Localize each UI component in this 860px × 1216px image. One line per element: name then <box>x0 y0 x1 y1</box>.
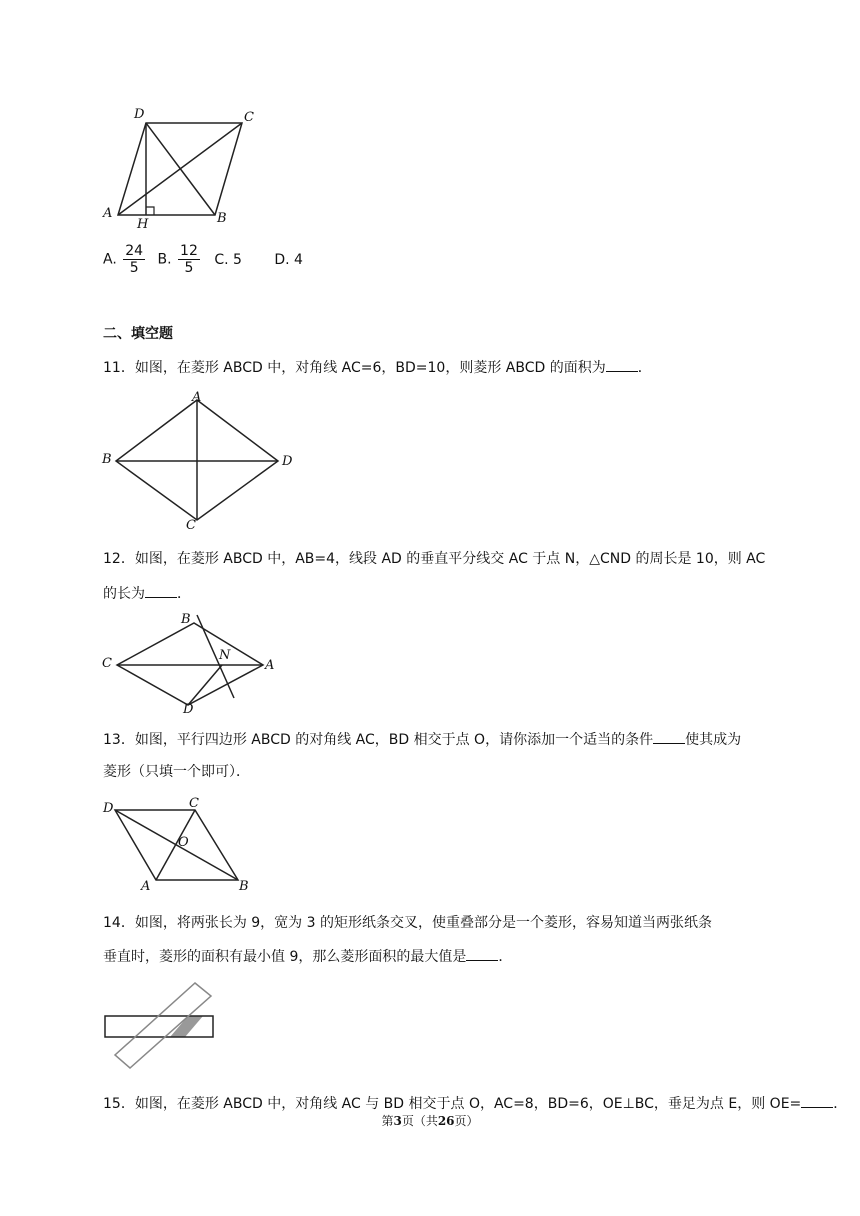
question-14-line-2 <box>103 946 512 967</box>
option-c: C. 5 <box>214 251 242 268</box>
question-13-text-1b: 使其成为 <box>685 732 742 748</box>
answer-blank-12[interactable] <box>145 583 177 598</box>
label-C: C <box>186 518 196 533</box>
question-14-end: ． <box>498 949 513 965</box>
question-12-end: ． <box>177 586 191 602</box>
question-15-text: 15．如图，在菱形 ABCD 中，对角线 AC 与 BD 相交于点 O，AC=8，BD=6，OE⊥BC，垂足为点 E，则 OE= <box>103 1096 802 1112</box>
option-a-label: A. <box>103 251 117 268</box>
footer-total-pages: 26 <box>437 1114 455 1128</box>
footer-pre: 第 <box>381 1114 394 1128</box>
label-D: D <box>282 454 293 469</box>
question-11 <box>103 357 652 378</box>
question-15 <box>103 1093 847 1114</box>
option-a <box>103 243 147 276</box>
question-15-end: ． <box>833 1096 848 1112</box>
label-O: O <box>178 835 189 850</box>
question-13-line-2: 菱形（只填一个即可）． <box>103 764 250 780</box>
question-13-line-1 <box>103 729 741 750</box>
label-C: C <box>102 656 112 671</box>
label-D: D <box>183 702 194 717</box>
figure-q11-rhombus <box>100 390 300 540</box>
question-12-line-2 <box>103 583 191 604</box>
label-C: C <box>244 110 254 125</box>
answer-blank-14[interactable] <box>466 946 498 961</box>
option-b-fraction <box>178 243 200 276</box>
section-title: 二、填空题 <box>103 326 173 342</box>
label-N: N <box>219 648 231 663</box>
option-a-numerator: 24 <box>125 243 144 259</box>
option-a-denominator: 5 <box>129 260 139 276</box>
question-14-line-1: 14．如图，将两张长为 9，宽为 3 的矩形纸条交叉，使重叠部分是一个菱形，容易知道当两张纸条 <box>103 915 712 931</box>
footer-page-number: 3 <box>393 1114 402 1128</box>
figure-q14-paper-strips <box>100 980 230 1080</box>
question-13-text-1a: 13．如图，平行四边形 ABCD 的对角线 AC，BD 相交于点 O，请你添加一个适当的条件 <box>103 732 654 748</box>
option-b-numerator: 12 <box>180 243 198 259</box>
question-14-text-2: 垂直时，菱形的面积有最小值 9，那么菱形面积的最大值是 <box>103 949 467 965</box>
option-a-fraction <box>123 243 145 276</box>
label-A: A <box>103 206 113 221</box>
label-C: C <box>189 796 199 811</box>
option-d: D. 4 <box>274 251 303 268</box>
label-A: A <box>141 879 151 894</box>
label-H: H <box>137 217 149 232</box>
label-D: D <box>103 801 114 816</box>
footer-mid: 页（共 <box>401 1114 438 1128</box>
label-D: D <box>134 107 145 122</box>
footer-post: 页） <box>454 1114 479 1128</box>
label-B: B <box>239 879 249 894</box>
option-b-label: B. <box>157 251 172 268</box>
question-11-end: ． <box>637 360 652 376</box>
option-b-denominator: 5 <box>184 260 194 276</box>
answer-blank-11[interactable] <box>606 357 638 372</box>
label-A: A <box>192 390 202 405</box>
label-B: B <box>217 211 227 226</box>
answer-blank-13[interactable] <box>653 729 685 744</box>
label-A: A <box>265 658 275 673</box>
question-12-text-2: 的长为 <box>103 586 145 602</box>
question-11-text: 11．如图，在菱形 ABCD 中，对角线 AC=6，BD=10，则菱形 ABCD 的面积为 <box>103 360 606 376</box>
option-b <box>158 243 202 276</box>
page-footer <box>0 1112 860 1129</box>
answer-blank-15[interactable] <box>801 1093 833 1108</box>
q10-options <box>103 243 303 276</box>
label-B: B <box>102 452 112 467</box>
label-B: B <box>181 612 191 627</box>
question-12-line-1: 12．如图，在菱形 ABCD 中，AB=4，线段 AD 的垂直平分线交 AC 于点 N，△CND 的周长是 10，则 AC <box>103 551 766 567</box>
